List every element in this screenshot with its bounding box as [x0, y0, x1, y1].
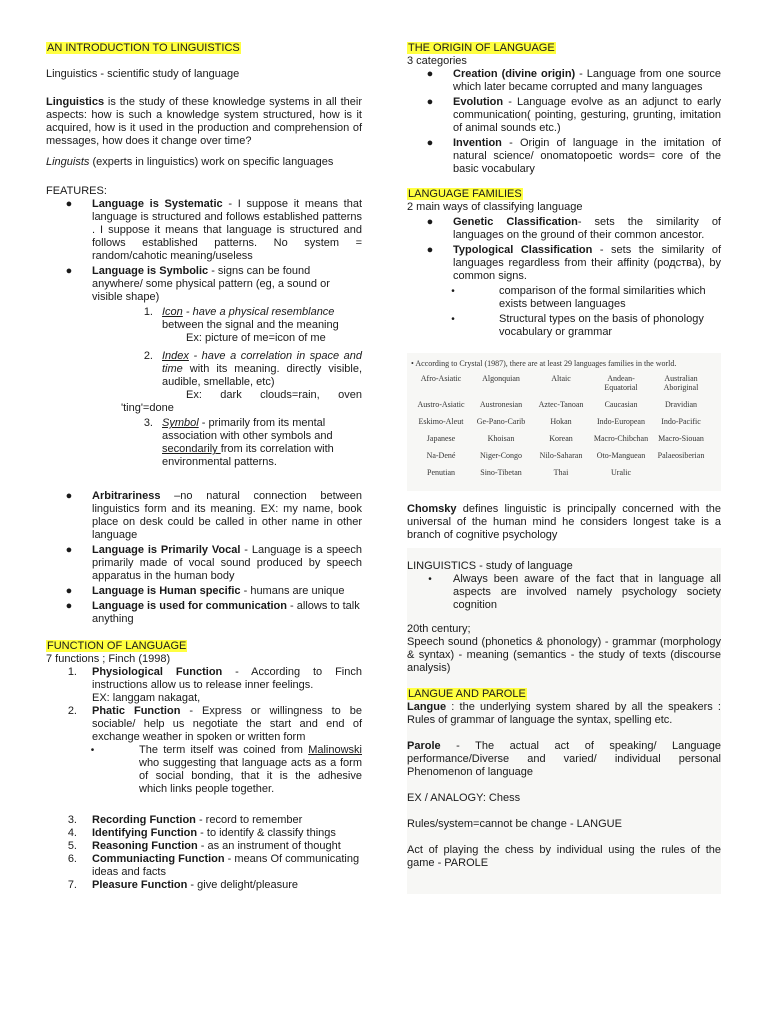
features-label: FEATURES:	[46, 185, 107, 197]
symbol-icon-item: 1. Icon - have a physical resemblance between the signal and the meaning Ex: picture of me=icon of me	[143, 306, 339, 344]
lower-right-section	[407, 548, 721, 894]
classification-typological: ● Typological Classification - sets the similarity of languages regardless from their affinity (родства), by common signs.	[426, 244, 721, 282]
language-family-cell: Altaic	[551, 374, 571, 383]
section-title-origin: THE ORIGIN OF LANGUAGE	[408, 42, 555, 54]
function-communicating: 6. Communiacting Function - means Of communicating ideas and facts	[67, 853, 360, 878]
feature-vocal: ● Language is Primarily Vocal - Language is a speech primarily made of vocal sound produced by speech apparatus in the human body	[65, 544, 363, 582]
linguistics-definition-right: LINGUISTICS - study of language	[407, 560, 573, 572]
language-families-figure	[407, 353, 721, 491]
families-subtitle: 2 main ways of classifying language	[407, 201, 583, 213]
language-family-cell	[651, 468, 711, 485]
language-family-cell: Algonquian	[482, 374, 520, 383]
language-family-cell: Ge-Pano-Carib	[476, 417, 526, 426]
language-family-cell: Japanese	[426, 434, 456, 443]
analogy-line: EX / ANALOGY: Chess	[407, 792, 521, 804]
origin-subtitle: 3 categories	[407, 55, 467, 67]
language-family-cell: Austronesian	[479, 400, 523, 409]
classification-genetic: ● Genetic Classification- sets the similarity of languages on the ground of their common ancestor.	[426, 216, 721, 241]
language-family-cell: Nilo-Saharan	[539, 451, 583, 460]
century-label: 20th century;	[407, 623, 471, 635]
section-title-intro: AN INTRODUCTION TO LINGUISTICS	[47, 42, 240, 54]
section-title-families: LANGUAGE FAMILIES	[408, 188, 522, 200]
function-identifying: 4. Identifying Function - to identify & classify things	[67, 827, 336, 839]
parole-paragraph: Parole - The actual act of speaking/ Language performance/Diverse and varied/ individual personal Phenomenon of language	[407, 740, 721, 778]
feature-arbitrariness: ● Arbitrariness –no natural connection between linguistics form and its meaning. EX: my name, book place on desk could be called in other name in other language	[65, 490, 362, 541]
linguistics-aspects-bullet: • Always been aware of the fact that in language all aspects are involved namely psychology society cognition	[428, 573, 721, 611]
function-recording: 3. Recording Function - record to remember	[67, 814, 303, 826]
language-family-cell: Andean-Equatorial	[604, 374, 638, 392]
origin-invention: ● Invention - Origin of language in the imitation of natural science/ onomatopoetic words= core of the basic vocabulary	[426, 137, 721, 175]
linguistics-definition: Linguistics - scientific study of language	[46, 68, 240, 80]
language-family-row	[411, 434, 711, 451]
origin-evolution: ● Evolution - Language evolve as an adjunct to early communication( pointing, gesturing, grunting, imitation of animal sounds etc.)	[426, 96, 721, 134]
feature-human-specific: ● Language is Human specific - humans are unique	[65, 585, 345, 597]
language-family-row	[411, 468, 711, 485]
right-column	[407, 42, 721, 894]
language-family-cell: Indo-Pacific	[661, 417, 701, 426]
function-pleasure: 7. Pleasure Function - give delight/pleasure	[67, 879, 299, 891]
parole-act-line: Act of playing the chess by individual using the rules of the game - PAROLE	[407, 844, 721, 869]
language-family-cell: Australian Aboriginal	[663, 374, 699, 392]
typological-comparison: • comparison of the formal similarities which exists between languages	[451, 285, 706, 310]
language-family-cell: Hokan	[550, 417, 572, 426]
langue-rules-line: Rules/system=cannot be change - LANGUE	[407, 818, 622, 830]
language-family-cell: Penutian	[427, 468, 455, 477]
language-family-cell: Macro-Chibchan	[593, 434, 649, 443]
language-family-cell: Macro-Siouan	[658, 434, 704, 443]
phatic-malinowski-note: • The term itself was coined from Malinowski who suggesting that language acts as a form of social bonding, that it is the adhesive which links people together.	[90, 744, 362, 795]
origin-creation: ● Creation (divine origin) - Language from one source which later became corrupted and many languages	[426, 68, 721, 93]
language-family-cell: Uralic	[611, 468, 631, 477]
language-family-cell: Afro-Asiatic	[420, 374, 462, 383]
chomsky-paragraph: Chomsky defines linguistic is principally concerned with the universal of the human mind he considers longest take is a branch of cognitive psychology	[407, 503, 721, 541]
function-physiological: 1. Physiological Function - According to Finch instructions allow us to release inner feelings. EX: langgam nakagat,	[67, 666, 362, 704]
language-family-row	[411, 400, 711, 417]
language-families-table	[411, 374, 711, 485]
linguistics-study-paragraph: Linguistics is the study of these knowledge systems in all their aspects: how is such a knowledge system structured, how is it acquired, how is it used in the production and comprehension of messages, how does it change over time?	[46, 96, 362, 147]
language-family-row	[411, 451, 711, 468]
feature-symbolic: ● Language is Symbolic - signs can be found anywhere/ some physical pattern (eg, a sound or visible shape)	[65, 265, 330, 303]
language-family-cell: Niger-Congo	[479, 451, 523, 460]
language-family-cell: Aztec-Tanoan	[538, 400, 584, 409]
language-family-row	[411, 417, 711, 434]
language-family-row	[411, 374, 711, 400]
function-reasoning: 5. Reasoning Function - as an instrument of thought	[67, 840, 341, 852]
language-family-cell: Khoisan	[487, 434, 515, 443]
language-family-cell: Austro-Asiatic	[417, 400, 465, 409]
language-family-cell: Korean	[549, 434, 573, 443]
index-example-cont: 'ting'=done	[121, 402, 174, 414]
language-family-cell: Oto-Manguean	[596, 451, 646, 460]
function-subtitle: 7 functions ; Finch (1998)	[46, 653, 171, 665]
left-column	[46, 42, 362, 892]
crystal-note: • According to Crystal (1987), there are at least 29 languages families in the world.	[411, 359, 677, 368]
symbol-index-item: 2. Index - have a correlation in space and time with its meaning. directly visible, audible, smellable, etc) Ex: dark clouds=rain, oven	[143, 350, 362, 401]
language-family-cell: Indo-European	[597, 417, 645, 426]
feature-systematic: ● Language is Systematic - I suppose it means that language is structured and follows established patterns . I suppose it means that language is structured and follows established patterns. No system = random/cahotic meaning/useless	[65, 198, 363, 262]
langue-paragraph: Langue : the underlying system shared by all the speakers : Rules of grammar of language the syntax, spelling etc.	[407, 701, 721, 726]
language-family-cell: Caucasian	[604, 400, 638, 409]
language-family-cell: Na-Dené	[426, 451, 456, 460]
symbol-symbol-item: 3. Symbol - primarily from its mental association with other symbols and secondarily from its correlation with environmental patterns.	[143, 417, 334, 468]
linguists-paragraph: Linguists (experts in linguistics) work on specific languages	[46, 156, 334, 168]
language-family-cell: Dravidian	[665, 400, 697, 409]
section-title-langue-parole: LANGUE AND PAROLE	[408, 688, 526, 700]
typological-structural: • Structural types on the basis of phonology vocabulary or grammar	[451, 313, 704, 338]
function-phatic: 2. Phatic Function - Express or willingness to be sociable/ help us negotiate the start and end of exchange weather in spoken or written form	[67, 705, 363, 743]
language-family-cell: Eskimo-Aleut	[418, 417, 464, 426]
language-family-cell: Thai	[553, 468, 569, 477]
century-text: Speech sound (phonetics & phonology) - grammar (morphology & syntax) - meaning (semantics - the study of texts (discourse analysis)	[407, 636, 721, 674]
language-family-cell: Sino-Tibetan	[480, 468, 522, 477]
feature-communication: ● Language is used for communication - allows to talk anything	[65, 600, 360, 625]
language-family-cell: Palaeosiberian	[657, 451, 705, 460]
section-title-function: FUNCTION OF LANGUAGE	[47, 640, 187, 652]
